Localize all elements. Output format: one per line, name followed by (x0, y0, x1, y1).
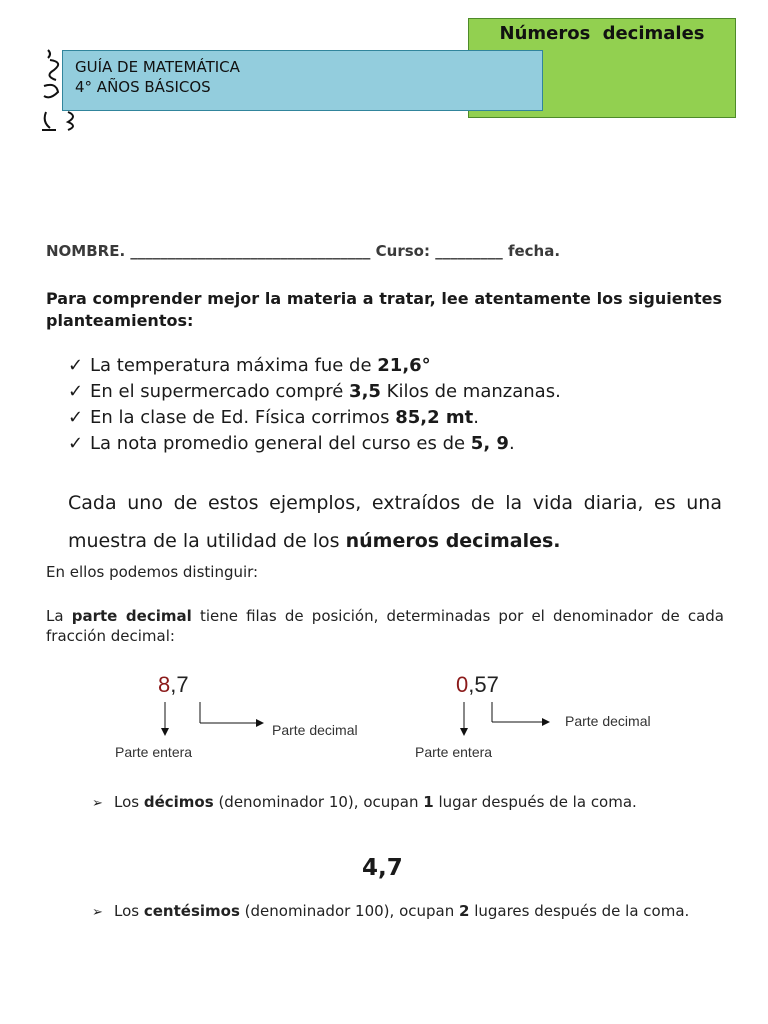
decimal-diagram-2 (410, 670, 700, 770)
nombre-label: NOMBRE. (46, 242, 126, 260)
check-icon: ✓ (68, 355, 84, 376)
check-icon: ✓ (68, 381, 84, 402)
list-item: ✓ La temperatura máxima fue de 21,6° (68, 353, 561, 379)
curso-label: Curso: (375, 242, 430, 260)
guide-subject: GUÍA DE MATEMÁTICA (75, 58, 240, 76)
curso-blank[interactable]: _________ (435, 242, 503, 260)
intro-paragraph: Para comprender mejor la materia a tratar, lee atentamente los siguientes planteamientos: (46, 289, 722, 330)
parte-decimal-paragraph: La parte decimal tiene filas de posición, determinadas por el denominador de cada fracción decimal: (46, 607, 724, 645)
list-item: ✓ En la clase de Ed. Física corrimos 85,2 mt. (68, 405, 561, 431)
list-item: ✓ En el supermercado compré 3,5 Kilos de manzanas. (68, 379, 561, 405)
arrow-bullet-icon: ➢ (92, 796, 103, 811)
list-item: ✓ La nota promedio general del curso es de 5, 9. (68, 431, 561, 457)
guide-header-box (62, 50, 543, 111)
guide-grade: 4° AÑOS BÁSICOS (75, 78, 211, 96)
nombre-blank[interactable]: ________________________________ (130, 242, 371, 260)
example-number: 4,7 (362, 855, 403, 881)
check-icon: ✓ (68, 433, 84, 454)
distinguir-text: En ellos podemos distinguir: (46, 563, 259, 581)
parte-decimal-label: Parte decimal (565, 713, 651, 729)
fecha-label: fecha. (507, 242, 561, 260)
arrow-bullet-icon: ➢ (92, 905, 103, 920)
check-icon: ✓ (68, 407, 84, 428)
decimal-diagram-1 (110, 670, 400, 770)
centesimos-bullet: ➢ Los centésimos (denominador 100), ocupan 2 lugares después de la coma. (92, 895, 722, 929)
examples-list (68, 353, 561, 457)
page-title: Números decimales (499, 23, 705, 44)
decimos-bullet: ➢ Los décimos (denominador 10), ocupan 1 lugar después de la coma. (92, 786, 722, 820)
parte-entera-label: Parte entera (415, 744, 493, 760)
student-info-line (46, 242, 560, 260)
diagram-number: 0,57 (456, 672, 499, 697)
summary-paragraph: Cada uno de estos ejemplos, extraídos de la vida diaria, es una muestra de la utilidad de los números decimales. (68, 492, 722, 552)
parte-entera-label: Parte entera (115, 744, 193, 760)
parte-decimal-label: Parte decimal (272, 722, 358, 738)
diagram-number: 8,7 (158, 672, 189, 697)
